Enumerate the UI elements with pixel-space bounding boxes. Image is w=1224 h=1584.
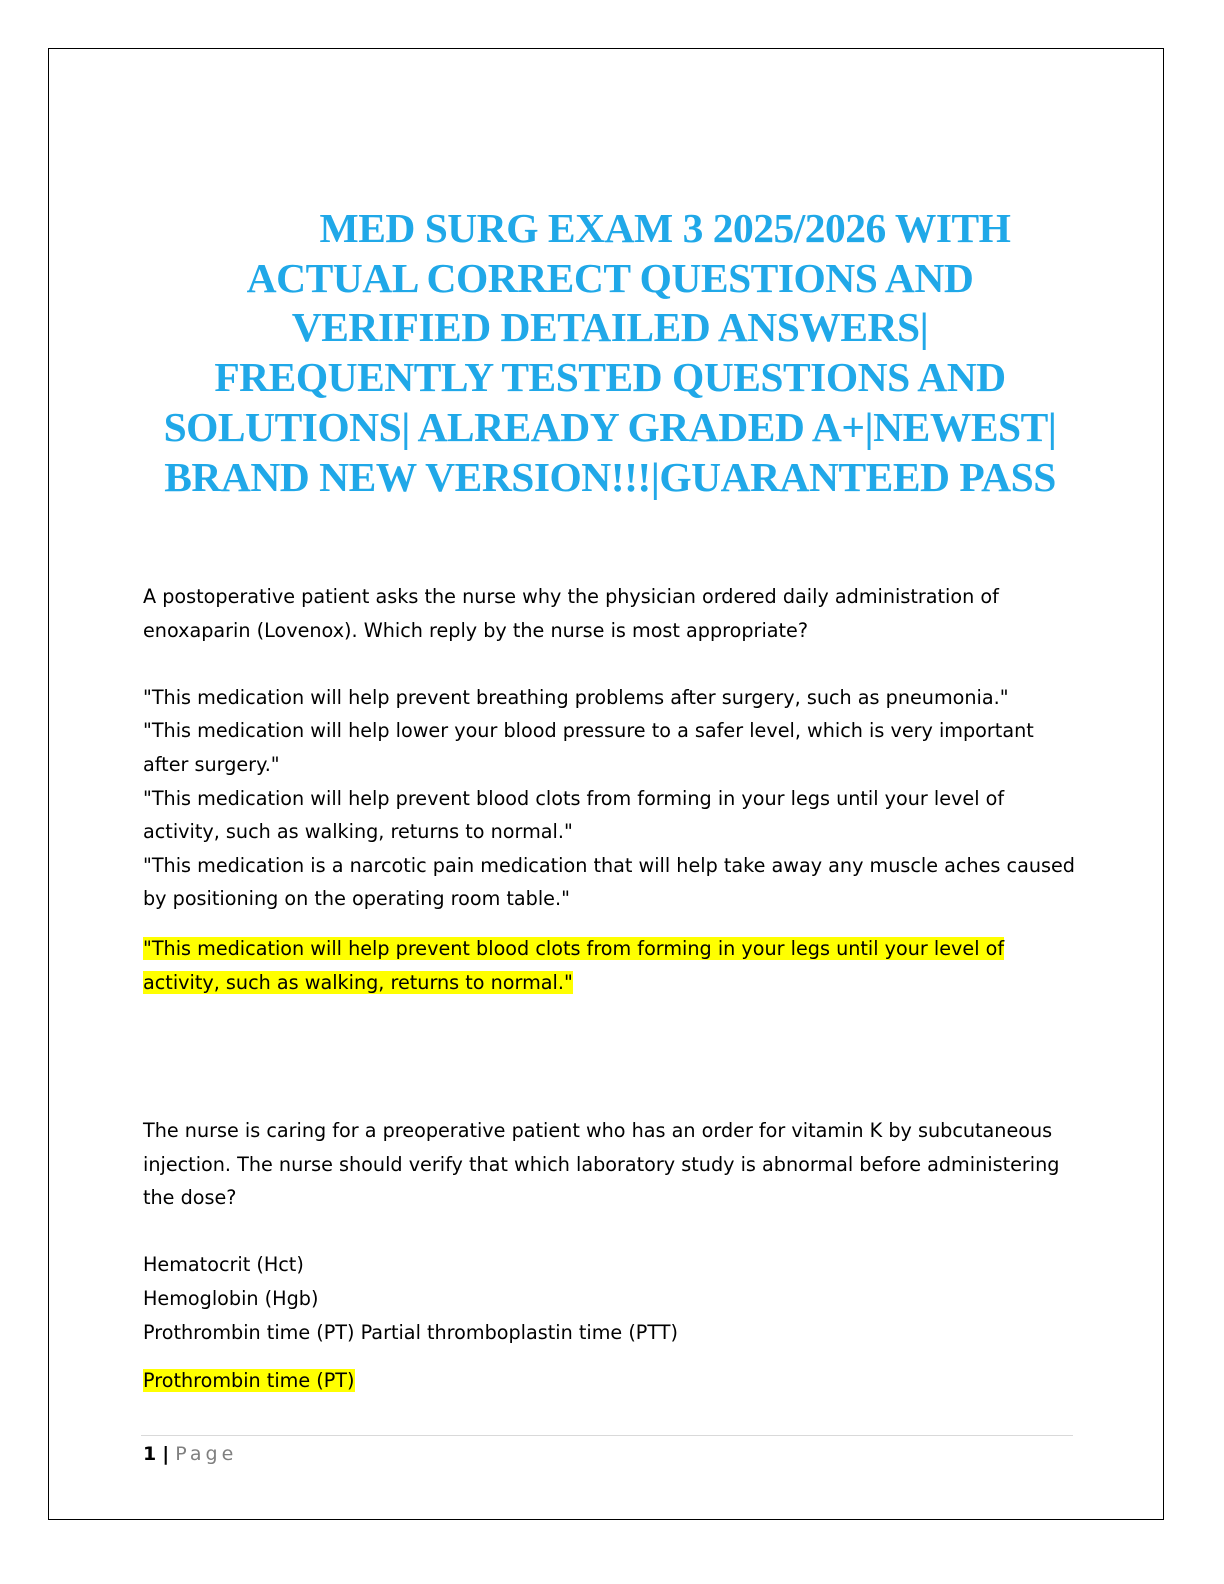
question-1: [143, 580, 1083, 916]
title-line: MED SURG EXAM 3 2025/2026 WITH: [319, 205, 1011, 251]
answer-option-line: "This medication will help lower your blood pressure to a safer level, which is very important: [143, 719, 1034, 743]
title-line: SOLUTIONS| ALREADY GRADED A+|NEWEST|: [163, 403, 1057, 450]
document-title: [130, 204, 1090, 502]
answer-option-line: Hemoglobin (Hgb): [143, 1286, 319, 1310]
title-line: FREQUENTLY TESTED QUESTIONS AND: [214, 354, 1006, 401]
answer-option-line: Prothrombin time (PT) Partial thromboplastin time (PTT): [143, 1320, 678, 1344]
page-footer: [143, 1440, 237, 1468]
title-line: BRAND NEW VERSION!!!|GUARANTEED PASS: [164, 453, 1056, 500]
question-stem-line: The nurse is caring for a preoperative patient who has an order for vitamin K by subcutaneous: [143, 1119, 1053, 1142]
footer-separator: |: [162, 1443, 170, 1465]
question-stem-line: the dose?: [143, 1186, 237, 1210]
question-stem-line: A postoperative patient asks the nurse why the physician ordered daily administration of: [143, 585, 999, 608]
page-number: 1: [143, 1443, 157, 1465]
answer-option-line: activity, such as walking, returns to normal.": [143, 820, 573, 844]
highlighted-answer-line: Prothrombin time (PT): [143, 1369, 355, 1392]
highlighted-answer-line: activity, such as walking, returns to normal.": [143, 970, 573, 994]
answer-option-line: after surgery.": [143, 752, 280, 776]
question-stem-line: injection. The nurse should verify that which laboratory study is abnormal before administering: [143, 1152, 1060, 1176]
title-line: VERIFIED DETAILED ANSWERS|: [291, 304, 929, 351]
answer-option-line: "This medication is a narcotic pain medication that will help take away any muscle aches caused: [143, 853, 1075, 877]
answer-option-line: "This medication will help prevent blood clots from forming in your legs until your level of: [143, 786, 1005, 810]
highlighted-answer-line: "This medication will help prevent blood clots from forming in your legs until your level of: [143, 937, 1005, 960]
answer-option-line: Hematocrit (Hct): [143, 1253, 304, 1277]
answer-option-line: by positioning on the operating room table.": [143, 887, 570, 911]
page-label: Page: [175, 1443, 238, 1465]
question-1-correct-answer: [143, 932, 1083, 999]
question-2: [143, 1114, 1083, 1349]
title-line: ACTUAL CORRECT QUESTIONS AND: [246, 254, 974, 301]
answer-option-line: "This medication will help prevent breathing problems after surgery, such as pneumonia.": [143, 685, 1009, 709]
footer-divider: [141, 1435, 1073, 1436]
question-stem-line: enoxaparin (Lovenox). Which reply by the nurse is most appropriate?: [143, 618, 809, 642]
question-2-correct-answer: [143, 1364, 1083, 1398]
